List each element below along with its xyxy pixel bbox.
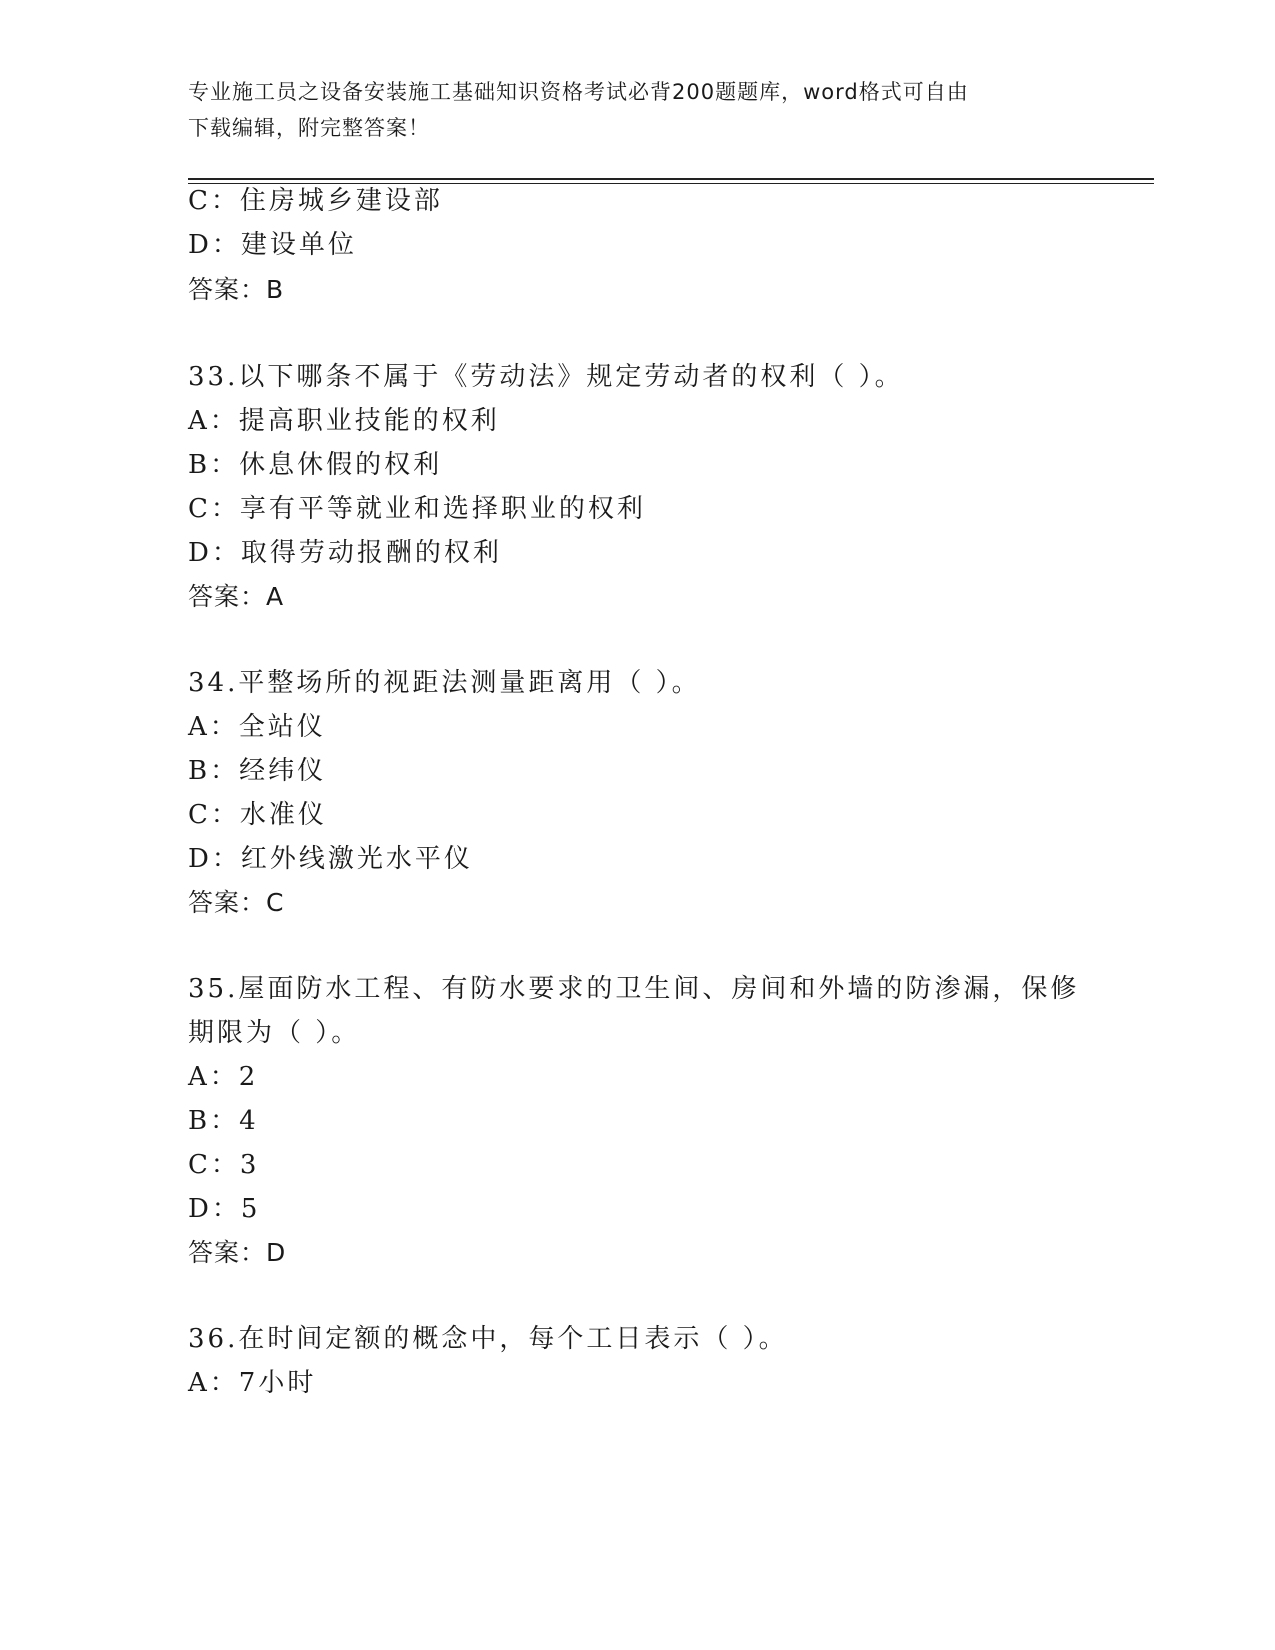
option-d: D：建设单位 [188, 230, 357, 260]
question-35-answer: 答案：D [188, 1238, 287, 1267]
question-33-option-b: B：休息休假的权利 [188, 450, 443, 480]
option-c: C：住房城乡建设部 [188, 186, 443, 216]
question-34-option-a: A：全站仪 [188, 712, 326, 742]
question-35-stem-line-1: 35.屋面防水工程、有防水要求的卫生间、房间和外墙的防渗漏，保修 [188, 974, 1080, 1004]
header-title-line-1: 专业施工员之设备安装施工基础知识资格考试必背200题题库，word格式可自由 [188, 80, 969, 104]
header-title-line-2: 下载编辑，附完整答案！ [188, 116, 430, 140]
question-35-option-b: B：4 [188, 1106, 259, 1136]
question-33-option-c: C：享有平等就业和选择职业的权利 [188, 494, 646, 524]
question-35-stem-line-2: 期限为（ ）。 [188, 1018, 361, 1048]
question-36-option-a: A：7小时 [188, 1368, 317, 1398]
question-34-answer: 答案：C [188, 888, 285, 917]
question-33-stem: 33.以下哪条不属于《劳动法》规定劳动者的权利（ ）。 [188, 362, 904, 392]
question-35-option-a: A：2 [188, 1062, 259, 1092]
question-33-option-a: A：提高职业技能的权利 [188, 406, 500, 436]
document-header [188, 74, 1088, 146]
question-33-option-d: D：取得劳动报酬的权利 [188, 538, 502, 568]
question-35-option-d: D：5 [188, 1194, 261, 1224]
question-34-stem: 34.平整场所的视距法测量距离用（ ）。 [188, 668, 701, 698]
header-rule-thin [188, 183, 1154, 184]
header-rule-thick [188, 178, 1154, 180]
question-33-answer: 答案：A [188, 582, 285, 611]
question-34-option-b: B：经纬仪 [188, 756, 327, 786]
question-34-option-d: D：红外线激光水平仪 [188, 844, 473, 874]
answer-line: 答案：B [188, 275, 285, 304]
question-35-option-c: C：3 [188, 1150, 260, 1180]
question-36-stem: 36.在时间定额的概念中，每个工日表示（ ）。 [188, 1324, 788, 1354]
question-34-option-c: C：水准仪 [188, 800, 327, 830]
